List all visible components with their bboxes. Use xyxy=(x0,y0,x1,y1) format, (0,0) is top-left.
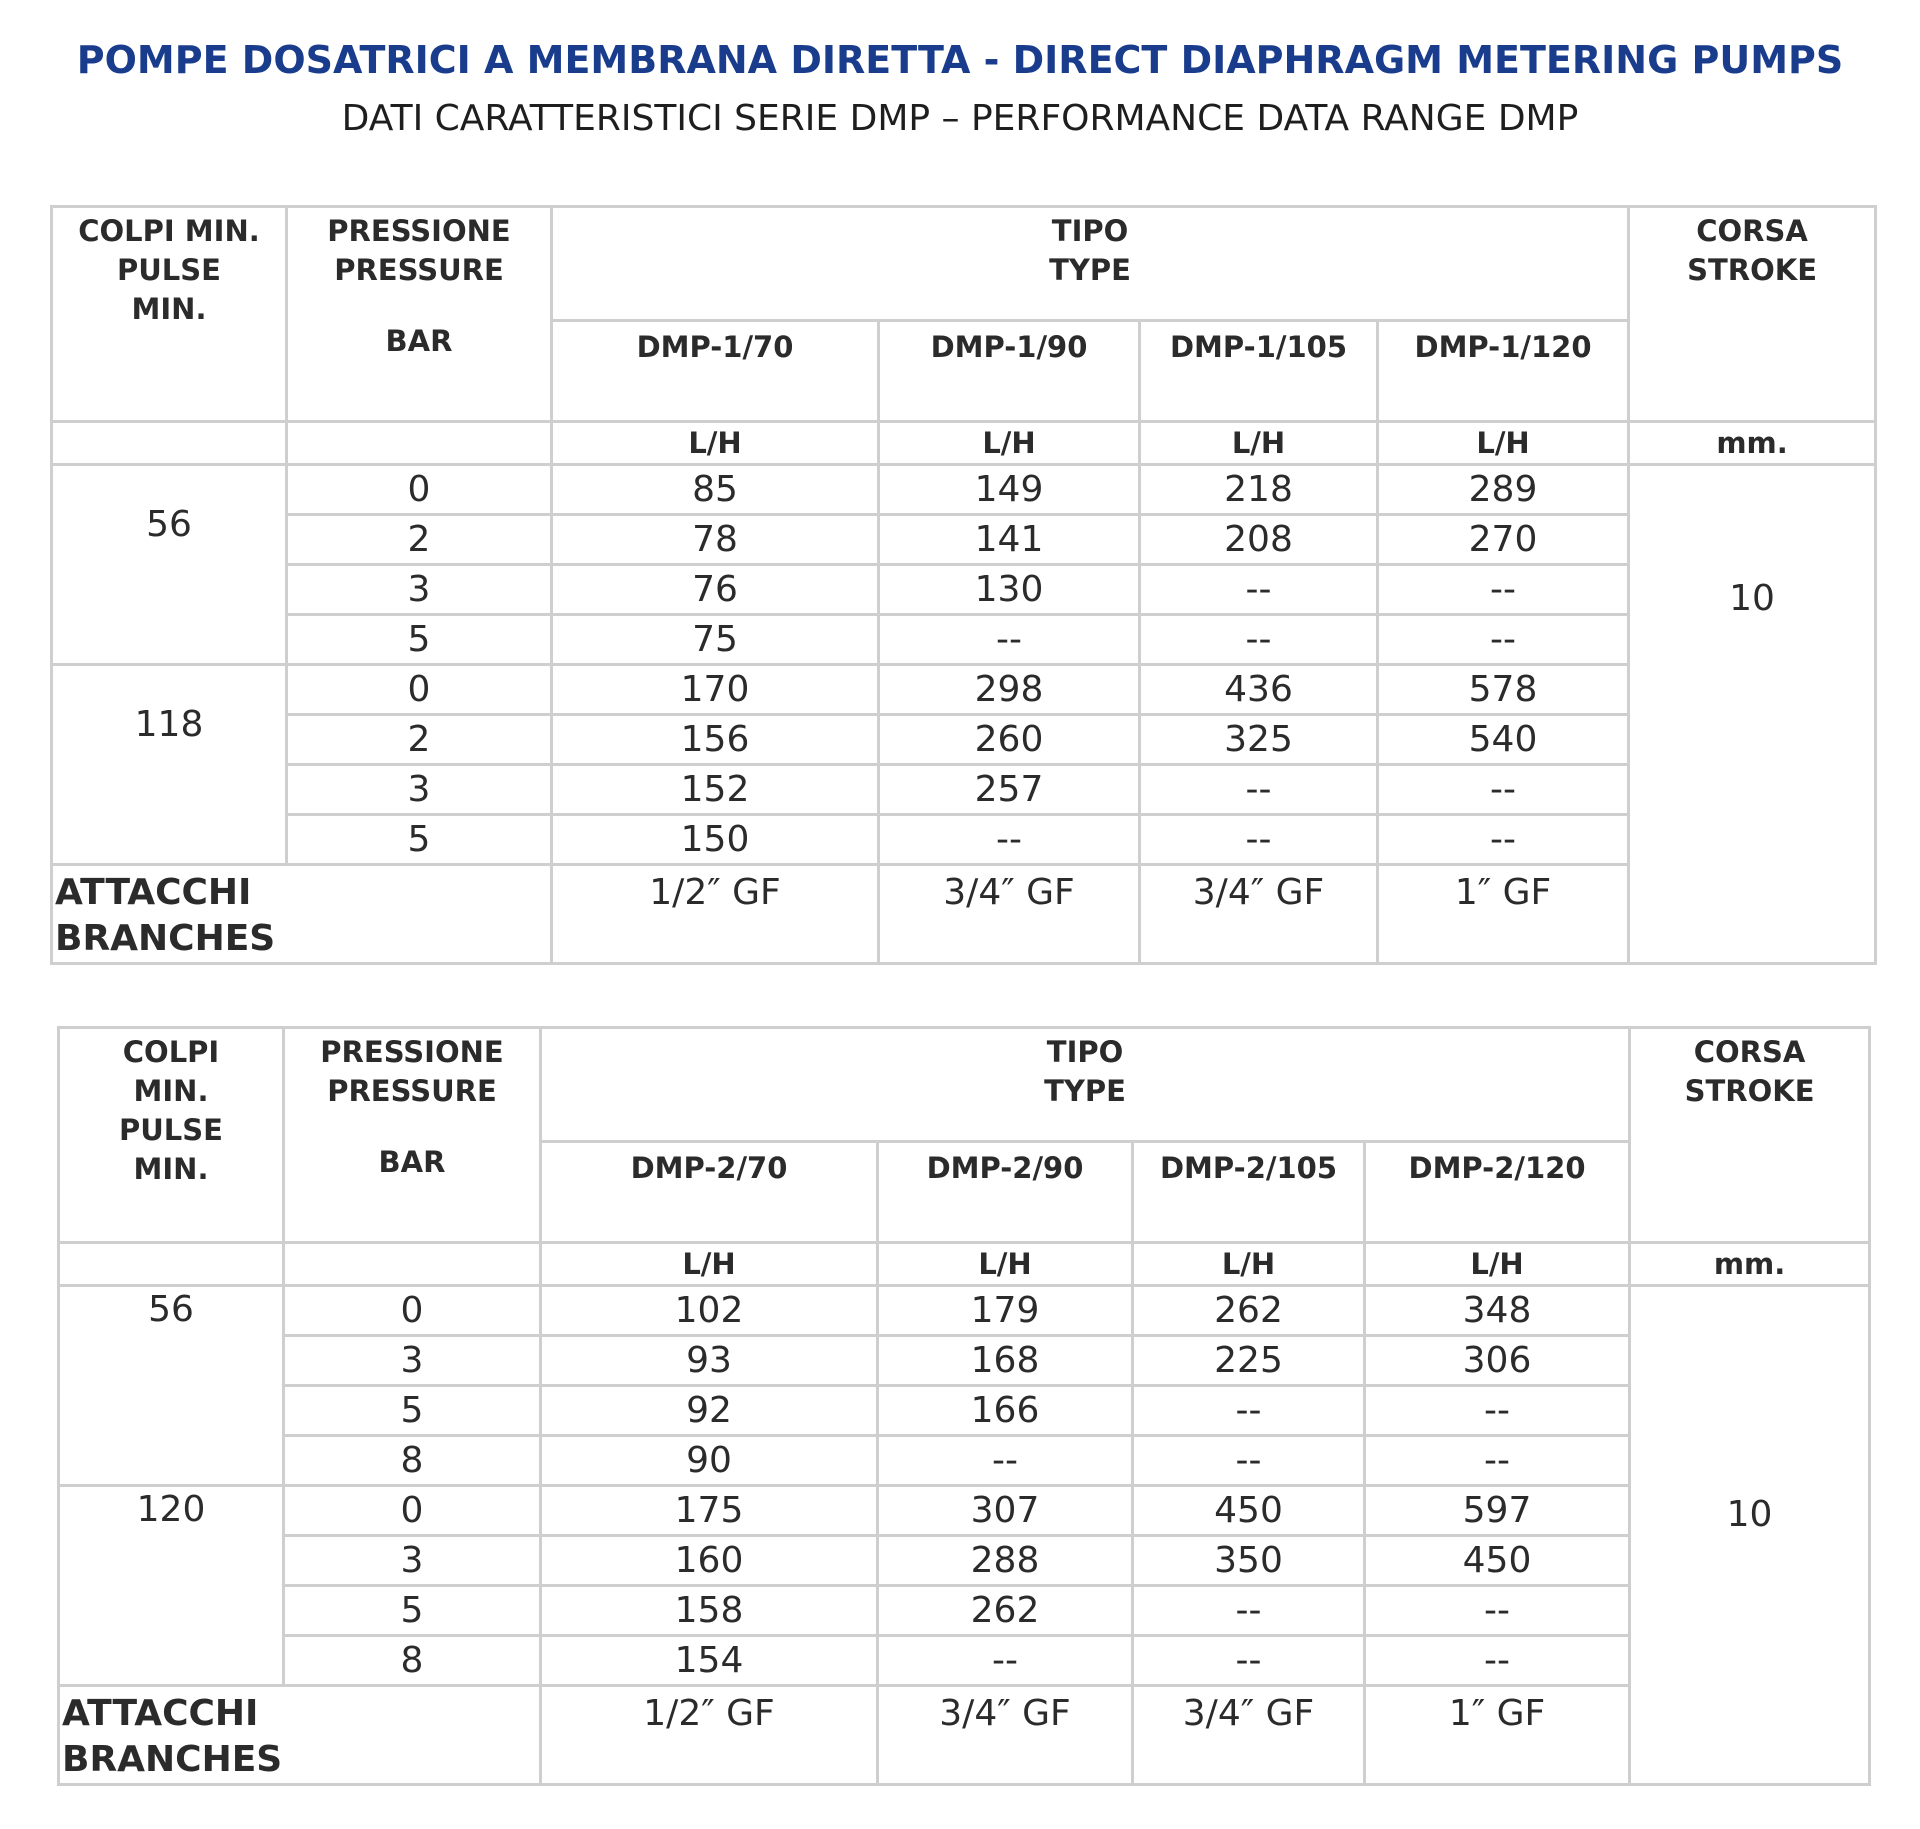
flow-value: 225 xyxy=(1133,1336,1365,1386)
flow-value: -- xyxy=(1133,1636,1365,1686)
flow-value: 307 xyxy=(878,1486,1133,1536)
connection-value: 1/2″ GF xyxy=(541,1686,878,1785)
page-subtitle: DATI CARATTERISTICI SERIE DMP – PERFORMANCE DATA RANGE DMP xyxy=(341,98,1579,139)
header-model: DMP-1/120 xyxy=(1378,321,1629,422)
pressure-value: 5 xyxy=(287,615,552,665)
flow-value: 597 xyxy=(1365,1486,1630,1536)
connection-value: 1″ GF xyxy=(1365,1686,1630,1785)
flow-value: 160 xyxy=(541,1536,878,1586)
pressure-value: 0 xyxy=(284,1286,541,1336)
pressure-value: 3 xyxy=(284,1536,541,1586)
table-row xyxy=(52,815,1876,865)
pressure-value: 5 xyxy=(284,1386,541,1436)
flow-value: 156 xyxy=(552,715,879,765)
flow-value: 175 xyxy=(541,1486,878,1536)
header-model: DMP-2/105 xyxy=(1133,1142,1365,1243)
stroke-value: 10 xyxy=(1629,465,1876,964)
pressure-value: 3 xyxy=(287,765,552,815)
header-colpi: COLPI MIN. PULSE MIN. xyxy=(59,1028,284,1243)
flow-value: 262 xyxy=(878,1586,1133,1636)
flow-value: 150 xyxy=(552,815,879,865)
flow-value: 76 xyxy=(552,565,879,615)
pressure-value: 5 xyxy=(284,1586,541,1636)
header-model: DMP-2/120 xyxy=(1365,1142,1630,1243)
flow-value: -- xyxy=(1140,765,1378,815)
flow-value: -- xyxy=(879,615,1140,665)
header-model: DMP-2/90 xyxy=(878,1142,1133,1243)
flow-value: 130 xyxy=(879,565,1140,615)
connection-value: 3/4″ GF xyxy=(878,1686,1133,1785)
pressure-value: 0 xyxy=(287,465,552,515)
connections-row xyxy=(59,1686,1870,1785)
colpi-value: 56 xyxy=(52,465,287,665)
flow-value: -- xyxy=(878,1636,1133,1686)
header-corsa: CORSA STROKE xyxy=(1629,207,1876,422)
header-pressione: PRESSIONE PRESSURE BAR xyxy=(284,1028,541,1243)
table-row xyxy=(59,1636,1870,1686)
flow-value: 141 xyxy=(879,515,1140,565)
table-row xyxy=(52,615,1876,665)
flow-value: -- xyxy=(1133,1386,1365,1436)
pressure-value: 0 xyxy=(287,665,552,715)
flow-value: 348 xyxy=(1365,1286,1630,1336)
flow-value: -- xyxy=(1378,815,1629,865)
table-row xyxy=(59,1486,1870,1536)
colpi-value: 118 xyxy=(52,665,287,865)
table-row xyxy=(52,715,1876,765)
flow-value: 208 xyxy=(1140,515,1378,565)
flow-value: 260 xyxy=(879,715,1140,765)
page-title: POMPE DOSATRICI A MEMBRANA DIRETTA - DIRECT DIAPHRAGM METERING PUMPS xyxy=(76,38,1844,82)
flow-value: 450 xyxy=(1133,1486,1365,1536)
stroke-value: 10 xyxy=(1630,1286,1870,1785)
connections-row xyxy=(52,865,1876,964)
header-model: DMP-1/70 xyxy=(552,321,879,422)
header-model: DMP-2/70 xyxy=(541,1142,878,1243)
flow-value: -- xyxy=(1365,1436,1630,1486)
connection-value: 3/4″ GF xyxy=(879,865,1140,964)
flow-value: -- xyxy=(878,1436,1133,1486)
connection-value: 1/2″ GF xyxy=(552,865,879,964)
flow-value: -- xyxy=(1140,565,1378,615)
unit-flow: L/H xyxy=(1365,1243,1630,1286)
unit-stroke: mm. xyxy=(1629,422,1876,465)
flow-value: 298 xyxy=(879,665,1140,715)
table-row xyxy=(52,465,1876,515)
unit-flow: L/H xyxy=(878,1243,1133,1286)
performance-table-dmp-2 xyxy=(57,1026,1871,1786)
flow-value: 102 xyxy=(541,1286,878,1336)
flow-value: 218 xyxy=(1140,465,1378,515)
unit-flow: L/H xyxy=(1140,422,1378,465)
flow-value: 450 xyxy=(1365,1536,1630,1586)
unit-flow: L/H xyxy=(1378,422,1629,465)
header-bar: BAR xyxy=(378,1145,446,1179)
flow-value: -- xyxy=(1365,1586,1630,1636)
pressure-value: 8 xyxy=(284,1636,541,1686)
header-bar: BAR xyxy=(385,324,453,358)
flow-value: -- xyxy=(1133,1436,1365,1486)
flow-value: 152 xyxy=(552,765,879,815)
flow-value: 92 xyxy=(541,1386,878,1436)
flow-value: -- xyxy=(879,815,1140,865)
header-colpi: COLPI MIN. PULSE MIN. xyxy=(52,207,287,422)
pressure-value: 2 xyxy=(287,515,552,565)
pressure-value: 5 xyxy=(287,815,552,865)
header-model: DMP-1/105 xyxy=(1140,321,1378,422)
flow-value: -- xyxy=(1133,1586,1365,1636)
table-row xyxy=(52,565,1876,615)
flow-value: 93 xyxy=(541,1336,878,1386)
table-row xyxy=(52,765,1876,815)
table-row xyxy=(59,1386,1870,1436)
flow-value: 289 xyxy=(1378,465,1629,515)
pressure-value: 8 xyxy=(284,1436,541,1486)
table-row xyxy=(59,1586,1870,1636)
unit-stroke: mm. xyxy=(1630,1243,1870,1286)
header-corsa: CORSA STROKE xyxy=(1630,1028,1870,1243)
flow-value: 154 xyxy=(541,1636,878,1686)
connection-value: 1″ GF xyxy=(1378,865,1629,964)
flow-value: -- xyxy=(1378,615,1629,665)
header-tipo: TIPO TYPE xyxy=(552,207,1629,321)
table-row xyxy=(59,1536,1870,1586)
flow-value: 90 xyxy=(541,1436,878,1486)
connection-value: 3/4″ GF xyxy=(1140,865,1378,964)
flow-value: -- xyxy=(1140,815,1378,865)
flow-value: 85 xyxy=(552,465,879,515)
flow-value: 149 xyxy=(879,465,1140,515)
unit-flow: L/H xyxy=(879,422,1140,465)
flow-value: -- xyxy=(1365,1636,1630,1686)
flow-value: 325 xyxy=(1140,715,1378,765)
table-row xyxy=(59,1336,1870,1386)
flow-value: 75 xyxy=(552,615,879,665)
unit-flow: L/H xyxy=(1133,1243,1365,1286)
connection-value: 3/4″ GF xyxy=(1133,1686,1365,1785)
flow-value: -- xyxy=(1365,1386,1630,1436)
pressure-value: 3 xyxy=(284,1336,541,1386)
header-tipo: TIPO TYPE xyxy=(541,1028,1630,1142)
table-row xyxy=(52,515,1876,565)
pressure-value: 3 xyxy=(287,565,552,615)
flow-value: 262 xyxy=(1133,1286,1365,1336)
flow-value: 78 xyxy=(552,515,879,565)
flow-value: 168 xyxy=(878,1336,1133,1386)
header-pressione: PRESSIONE PRESSURE BAR xyxy=(287,207,552,422)
flow-value: 288 xyxy=(878,1536,1133,1586)
flow-value: 436 xyxy=(1140,665,1378,715)
flow-value: -- xyxy=(1140,615,1378,665)
colpi-value: 120 xyxy=(59,1486,284,1686)
flow-value: 179 xyxy=(878,1286,1133,1336)
table-row xyxy=(59,1436,1870,1486)
flow-value: 170 xyxy=(552,665,879,715)
unit-flow: L/H xyxy=(552,422,879,465)
colpi-value: 56 xyxy=(59,1286,284,1486)
flow-value: -- xyxy=(1378,565,1629,615)
attacchi-label: ATTACCHI BRANCHES xyxy=(59,1686,541,1785)
flow-value: 158 xyxy=(541,1586,878,1636)
performance-table-dmp-1 xyxy=(50,205,1877,965)
header-model: DMP-1/90 xyxy=(879,321,1140,422)
attacchi-label: ATTACCHI BRANCHES xyxy=(52,865,552,964)
flow-value: 257 xyxy=(879,765,1140,815)
flow-value: 306 xyxy=(1365,1336,1630,1386)
flow-value: 270 xyxy=(1378,515,1629,565)
flow-value: 350 xyxy=(1133,1536,1365,1586)
flow-value: 540 xyxy=(1378,715,1629,765)
table-row xyxy=(59,1286,1870,1336)
table-row xyxy=(52,665,1876,715)
pressure-value: 2 xyxy=(287,715,552,765)
unit-flow: L/H xyxy=(541,1243,878,1286)
pressure-value: 0 xyxy=(284,1486,541,1536)
flow-value: 166 xyxy=(878,1386,1133,1436)
flow-value: 578 xyxy=(1378,665,1629,715)
flow-value: -- xyxy=(1378,765,1629,815)
